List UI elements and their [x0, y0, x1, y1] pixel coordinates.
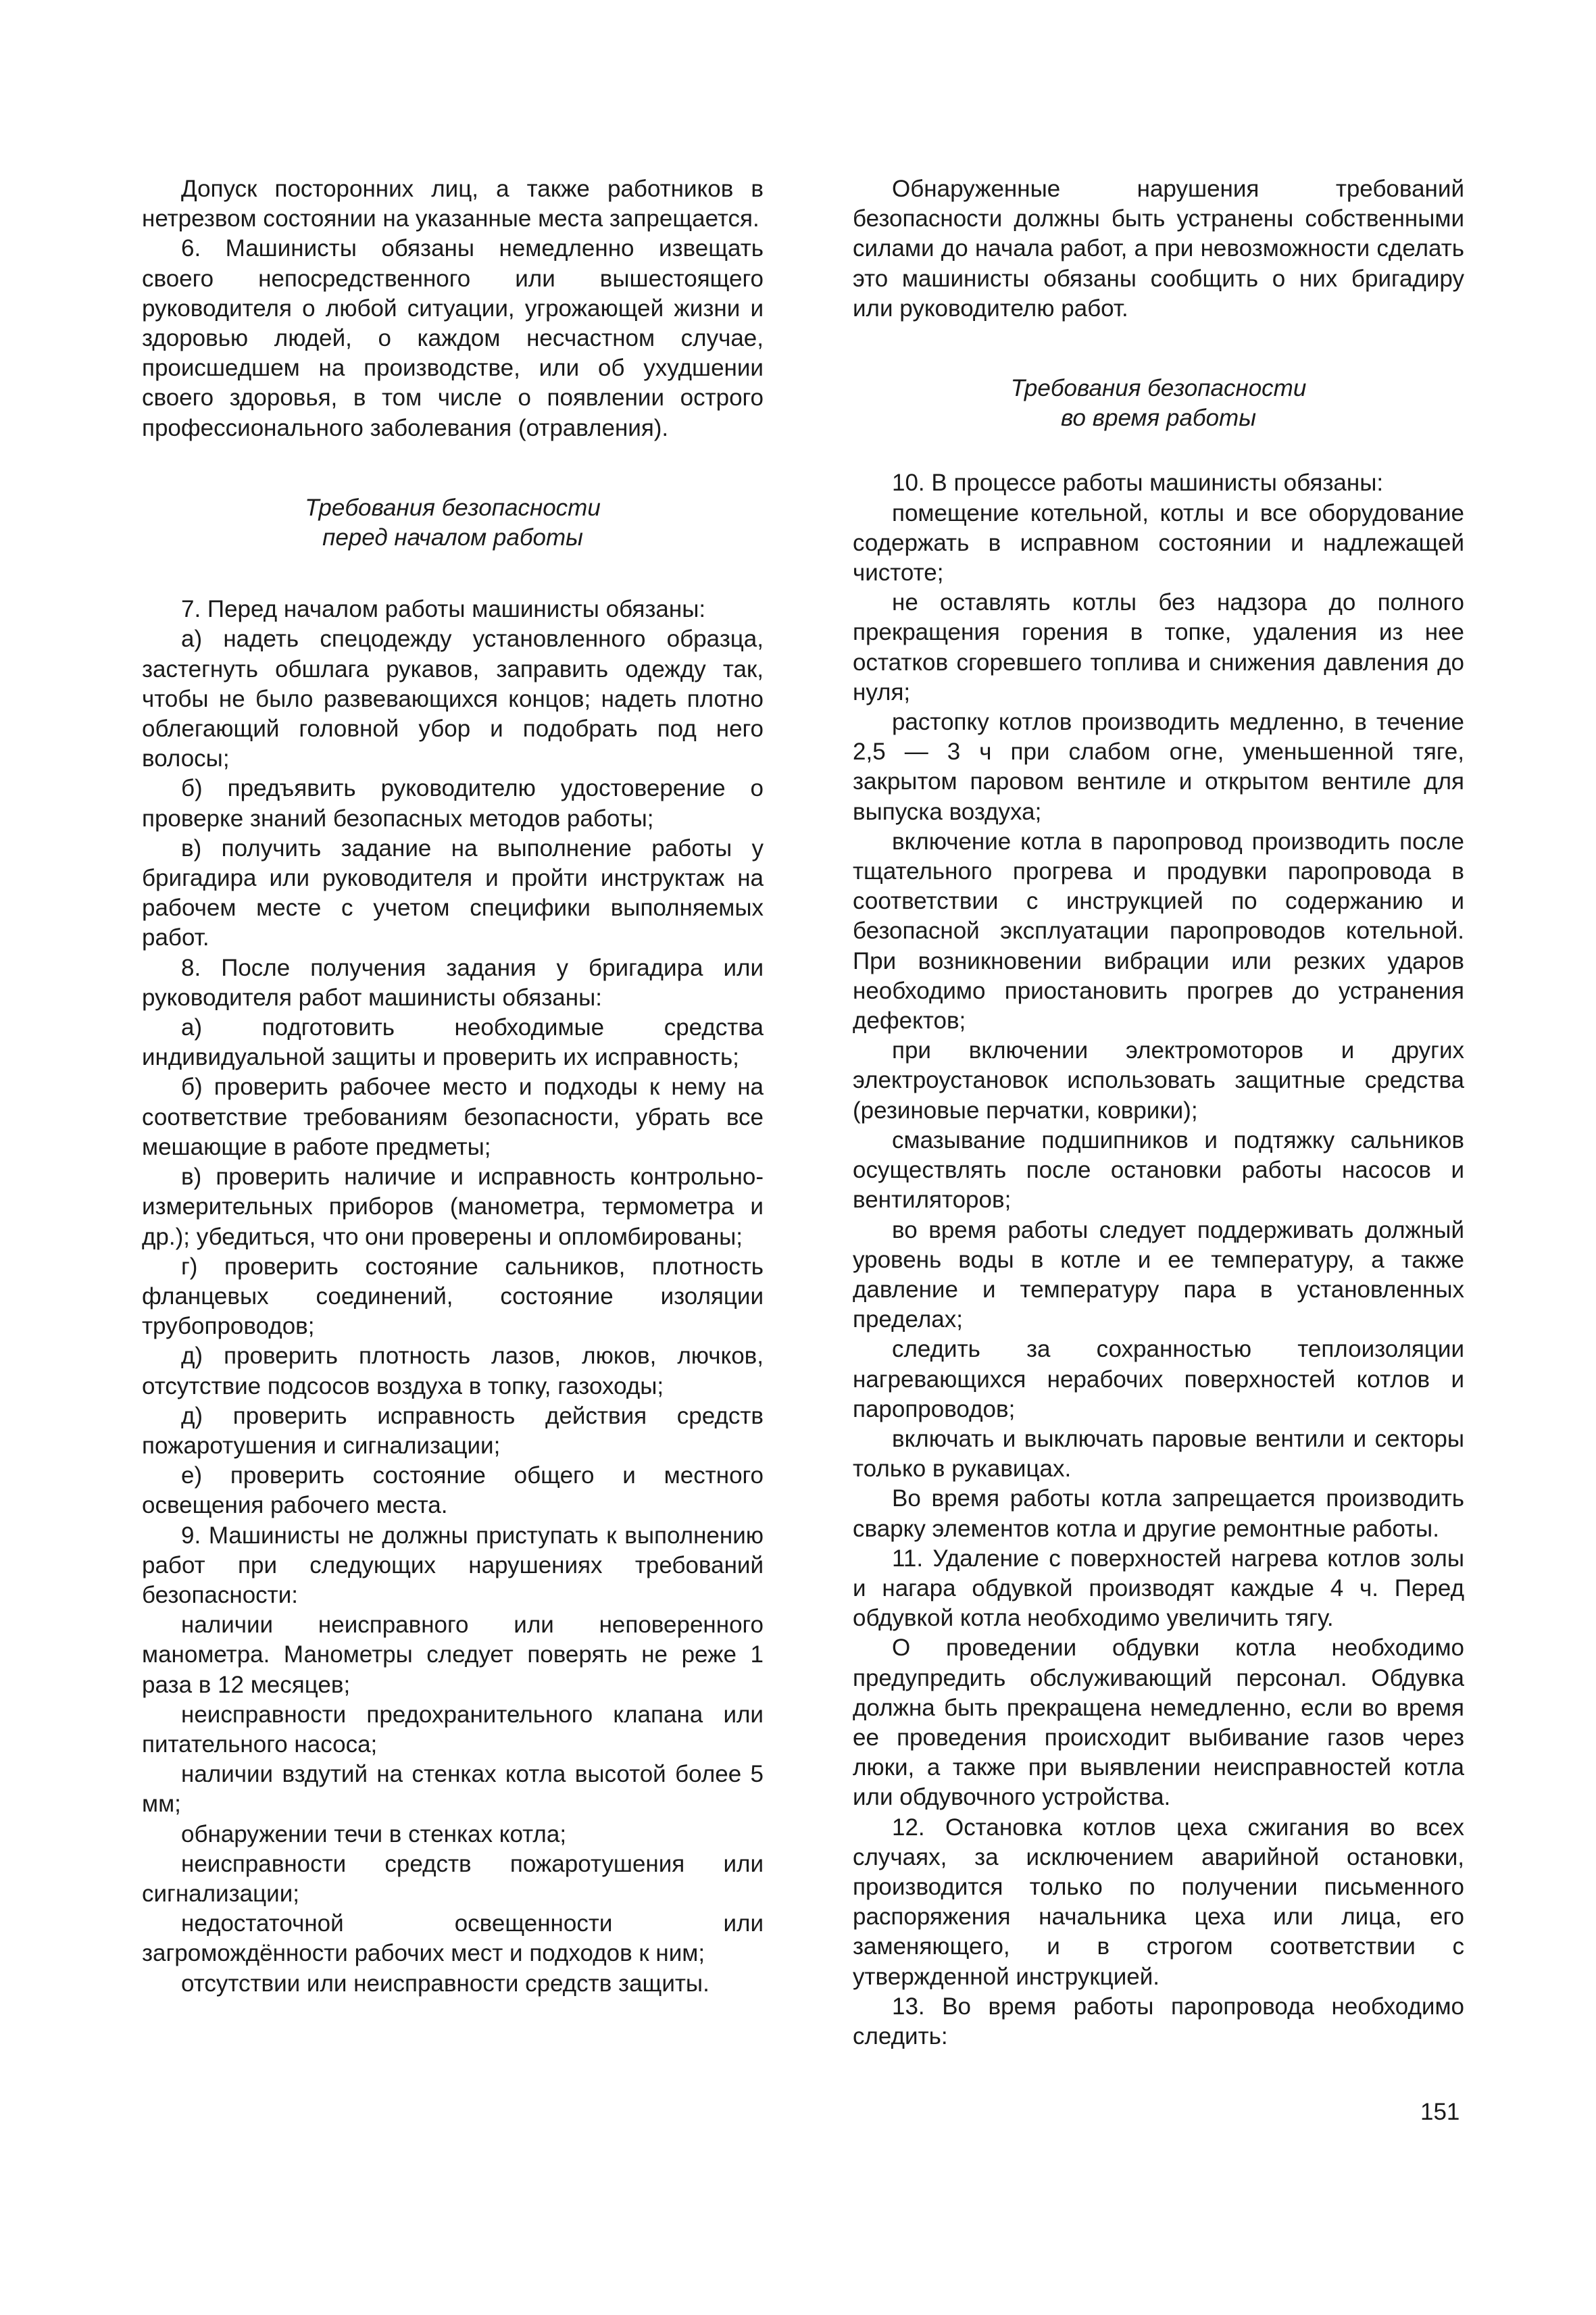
paragraph: помещение котельной, котлы и все оборудование содержать в исправном состоянии и надлежащей чистоте;	[853, 499, 1464, 587]
paragraph: неисправности средств пожаротушения или сигнализации;	[142, 1850, 764, 1907]
paragraph: О проведении обдувки котла необходимо предупредить обслуживающий персонал. Обдувка должна быть прекращена немедленно, если во время ее проведения происходит выбивание газов через люки, а также при выявлении неисправностей котла или обдувочного устройства.	[853, 1635, 1464, 1811]
paragraph: неисправности предохранительного клапана или питательного насоса;	[142, 1701, 764, 1758]
paragraph: д) проверить плотность лазов, люков, лючков, отсутствие подсосов воздуха в топку, газоходы;	[142, 1343, 764, 1399]
paragraph: в) получить задание на выполнение работы у бригадира или руководителя и пройти инструктаж на рабочем месте с учетом специфики выполняемых работ.	[142, 835, 764, 951]
paragraph: е) проверить состояние общего и местного освещения рабочего места.	[142, 1462, 764, 1519]
paragraph: наличии неисправного или неповеренного манометра. Манометры следует поверять не реже 1 раза в 12 месяцев;	[142, 1612, 764, 1698]
paragraph: 9. Машинисты не должны приступать к выполнению работ при следующих нарушениях требований безопасности:	[142, 1522, 764, 1608]
paragraph: д) проверить исправность действия средств пожаротушения и сигнализации;	[142, 1402, 764, 1459]
paragraph: в) проверить наличие и исправность контрольно-измерительных приборов (манометра, термометра и др.); убедиться, что они проверены и опломбированы;	[142, 1164, 764, 1250]
paragraph: 13. Во время работы паропровода необходимо следить:	[853, 1993, 1464, 2049]
paragraph: включение котла в паропровод производить после тщательного прогрева и продувки паропровода в соответствии с инструкцией по содержанию и безопасной эксплуатации паропроводов котельной. При возникновении вибрации или резких ударов необходимо приостановить прогрев до устранения дефектов;	[853, 828, 1464, 1035]
left-column	[142, 174, 764, 1999]
paragraph: включать и выключать паровые вентили и секторы только в рукавицах.	[853, 1425, 1464, 1483]
paragraph: а) надеть спецодежду установленного образца, застегнуть обшлага рукавов, заправить одежду так, чтобы не было развевающихся концов; надеть плотно облегающий головной убор и подобрать под него волосы;	[142, 626, 764, 772]
right-bottom-paragraphs	[853, 468, 1464, 2051]
paragraph: 7. Перед началом работы машинисты обязаны:	[181, 596, 706, 623]
paragraph: отсутствии или неисправности средств защиты.	[181, 1970, 709, 1997]
paragraph: при включении электромоторов и других электроустановок использовать защитные средства (резиновые перчатки, коврики);	[853, 1037, 1464, 1124]
paragraph: Во время работы котла запрещается производить сварку элементов котла и другие ремонтные работы.	[853, 1485, 1464, 1542]
paragraph: следить за сохранностью теплоизоляции нагревающихся нерабочих поверхностей котлов и паропроводов;	[853, 1336, 1464, 1422]
page-number: 151	[1420, 2099, 1460, 2125]
right-top-paragraphs	[853, 174, 1464, 324]
paragraph: 12. Остановка котлов цеха сжигания во всех случаях, за исключением аварийной остановки, производится только по получении письменного распоряжения начальника цеха или лица, его заменяющего, и в строгом соответствии с утвержденной инструкцией.	[853, 1814, 1464, 1990]
paragraph: б) проверить рабочее место и подходы к нему на соответствие требованиям безопасности, убрать все мешающие в работе предметы;	[142, 1074, 764, 1160]
paragraph: недостаточной освещенности или загромождённости рабочих мест и подходов к ним;	[142, 1910, 764, 1967]
paragraph: не оставлять котлы без надзора до полного прекращения горения в топке, удаления из нее остатков сгоревшего топлива и снижения давления до нуля;	[853, 589, 1464, 705]
paragraph: наличии вздутий на стенках котла высотой более 5 мм;	[142, 1761, 764, 1818]
section-heading-before-work: Требования безопасности перед началом работы	[305, 494, 601, 551]
paragraph: смазывание подшипников и подтяжку сальников осуществлять после остановки работы насосов и вентиляторов;	[853, 1126, 1464, 1214]
paragraph: Обнаруженные нарушения требований безопасности должны быть устранены собственными силами до начала работ, а при невозможности сделать это машинисты обязаны сообщить о них бригадиру или руководителю работ.	[853, 176, 1464, 322]
left-top-paragraphs	[142, 174, 764, 443]
paragraph: б) предъявить руководителю удостоверение о проверке знаний безопасных методов работы;	[142, 775, 764, 832]
paragraph: г) проверить состояние сальников, плотность фланцевых соединений, состояние изоляции трубопроводов;	[142, 1253, 764, 1340]
paragraph: Допуск посторонних лиц, а также работников в нетрезвом состоянии на указанные места запрещается.	[142, 176, 764, 232]
left-bottom-paragraphs	[142, 595, 764, 1999]
paragraph: растопку котлов производить медленно, в течение 2,5 — 3 ч при слабом огне, уменьшенной тяге, закрытом паровом вентиле и открытом вентиле для выпуска воздуха;	[853, 709, 1464, 825]
paragraph: а) подготовить необходимые средства индивидуальной защиты и проверить их исправность;	[142, 1014, 764, 1071]
paragraph: 6. Машинисты обязаны немедленно извещать своего непосредственного или вышестоящего руководителя о любой ситуации, угрожающей жизни и здоровью людей, о каждом несчастном случае, происшедшем на производстве, или об ухудшении своего здоровья, в том числе о появлении острого профессионального заболевания (отравления).	[142, 235, 764, 441]
paragraph: обнаружении течи в стенках котла;	[181, 1820, 567, 1847]
paragraph: 10. В процессе работы машинисты обязаны:	[892, 470, 1384, 497]
paragraph: 11. Удаление с поверхностей нагрева котлов золы и нагара обдувкой производят каждые 4 ч. Перед обдувкой котла необходимо увеличить тягу.	[853, 1545, 1464, 1632]
section-heading-during-work: Требования безопасности во время работы	[1010, 375, 1307, 432]
paragraph: 8. После получения задания у бригадира или руководителя работ машинисты обязаны:	[142, 954, 764, 1011]
right-column	[853, 174, 1464, 2051]
paragraph: во время работы следует поддерживать должный уровень воды в котле и ее температуру, а также давление и температуру пара в установленных пределах;	[853, 1216, 1464, 1333]
